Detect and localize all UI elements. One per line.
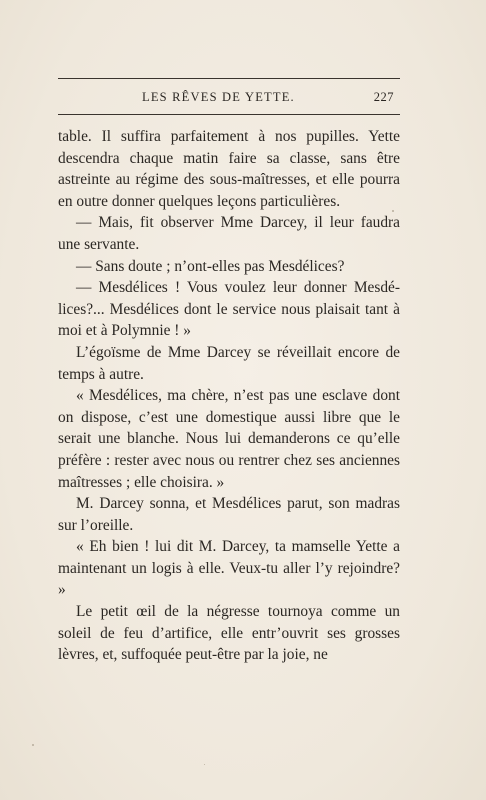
running-title: LES RÊVES DE YETTE. <box>142 90 295 104</box>
paragraph: « Eh bien ! lui dit M. Darcey, ta mamselle Yette a maintenant un logis à elle. Veux-tu aller l’y rejoindre? » <box>58 538 400 599</box>
header-rule-top <box>58 78 400 79</box>
body-text <box>58 126 400 666</box>
paper-speck <box>32 744 34 746</box>
paragraph: M. Darcey sonna, et Mesdélices parut, son madras sur l’oreille. <box>58 495 400 534</box>
page-number: 227 <box>373 90 394 104</box>
paper-speck <box>204 764 205 765</box>
paragraph: — Mesdélices ! Vous voulez leur donner Mesdélices?... Mesdélices dont le service nous plaisait tant à moi et à Polymnie ! » <box>58 279 400 340</box>
paragraph: — Sans doute ; n’ont-elles pas Mesdélices? <box>76 257 345 275</box>
paragraph: table. Il suffira parfaitement à nos pupilles. Yette descendra chaque matin faire sa classe, sans être astreinte au régime des sous-maîtresses, et elle pourra en outre donner quelques leçons particulières. <box>58 128 400 210</box>
paragraph: « Mesdélices, ma chère, n’est pas une esclave dont on dispose, c’est une domestique aussi libre que le serait une blanche. Nous lui demanderons ce qu’elle préfère : rester avec nous ou rentrer chez ses anciennes maîtresses ; elle choisira. » <box>58 387 400 491</box>
paper-speck <box>392 210 394 212</box>
paragraph: L’égoïsme de Mme Darcey se réveillait encore de temps à autre. <box>58 343 400 383</box>
paragraph: Le petit œil de la négresse tournoya comme un soleil de feu d’artifice, elle entr’ouvrit ses grosses lèvres, et, suffoquée peut-être par la joie, ne <box>58 603 400 664</box>
paragraph: — Mais, fit observer Mme Darcey, il leur faudra une servante. <box>58 214 400 253</box>
header-rule-bottom <box>58 114 400 115</box>
running-header <box>58 90 400 106</box>
